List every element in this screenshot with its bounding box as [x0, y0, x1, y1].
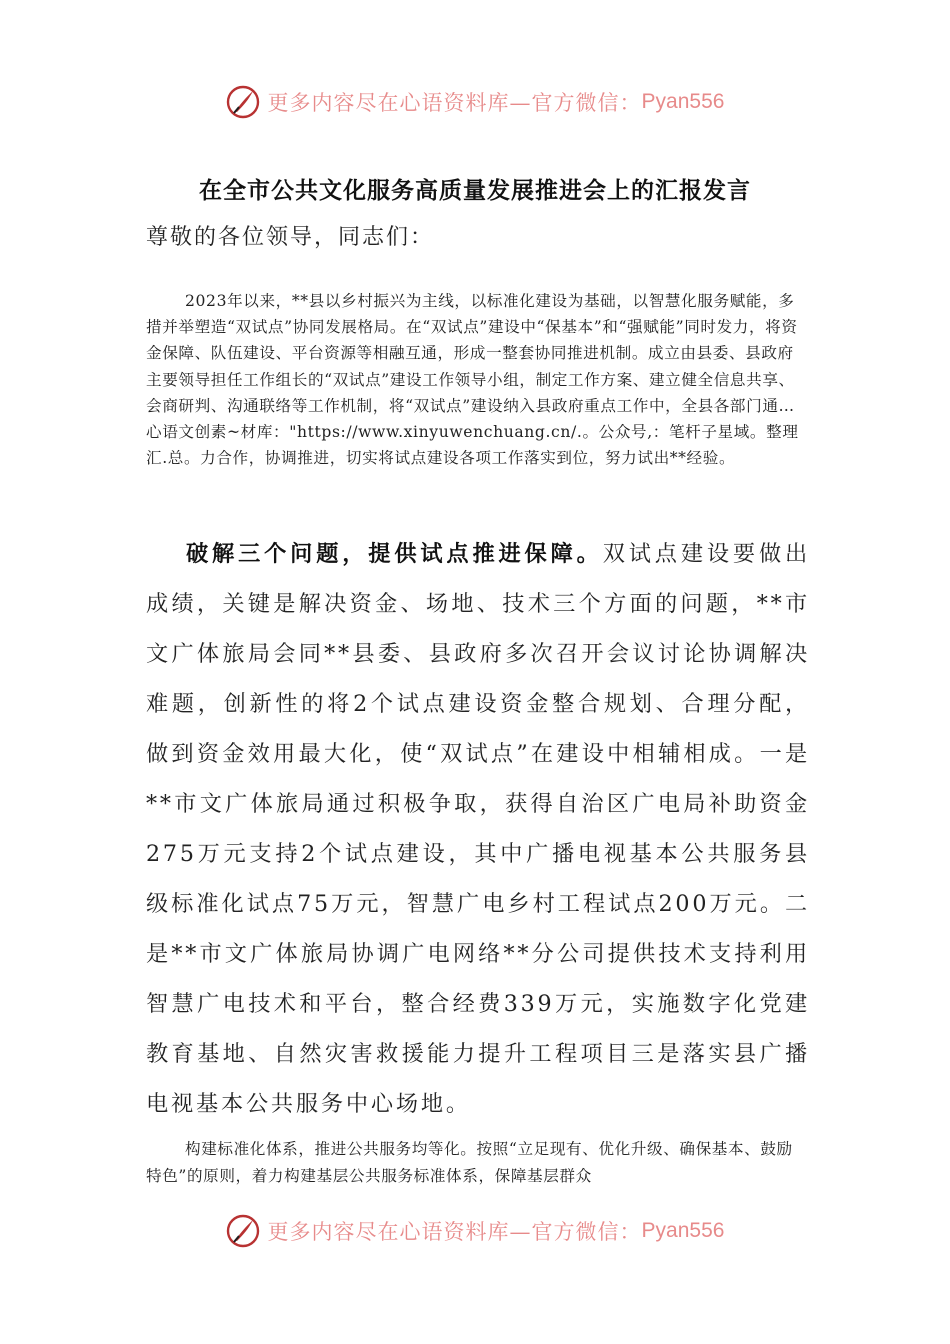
paragraph-funding — [146, 529, 810, 1129]
page-title: 在全市公共文化服务高质量发展推进会上的汇报发言 — [199, 177, 751, 204]
watermark-header — [0, 82, 950, 122]
watermark-text: 更多内容尽在心语资料库—官方微信： — [267, 1220, 642, 1244]
watermark-account: Pyan556 — [641, 90, 725, 113]
paragraph-standardization: 构建标准化体系，推进公共服务均等化。按照“立足现有、优化升级、确保基本、鼓励特色”的原则，着力构建基层公共服务标准体系，保障基层群众 — [146, 1140, 793, 1185]
greeting: 尊敬的各位领导，同志们： — [146, 225, 435, 250]
paragraph-intro: 2023年以来，**县以乡村振兴为主线，以标准化建设为基础，以智慧化服务赋能，多措并举塑造“双试点”协同发展格局。在“双试点”建设中“保基本”和“强赋能”同时发力，将资金保障、队伍建设、平台资源等相融互通，形成一整套协同推进机制。成立由县委、县政府主要领导担任工作组长的“双试点”建设工作领导小组，制定工作方案、建立健全信息共享、会商研判、沟通联络等工作机制，将“双试点”建设纳入县政府重点工作中，全县各部门通…心语文创素~材库："https://www.xinyuwenchuang.cn/.。公众号,：笔杆子星域。整理汇.总。力合作，协调推进，切实将试点建设各项工作落实到位，努力试出**经验。 — [146, 292, 799, 468]
paragraph-funding-body: 双试点建设要做出成绩，关键是解决资金、场地、技术三个方面的问题，**市文广体旅局会同**县委、县政府多次召开会议讨论协调解决难题，创新性的将2个试点建设资金整合规划、合理分配，做到资金效用最大化，使“双试点”在建设中相辅相成。一是**市文广体旅局通过积极争取，获得自治区广电局补助资金275万元支持2个试点建设，其中广播电视基本公共服务县级标准化试点75万元，智慧广电乡村工程试点200万元。二是**市文广体旅局协调广电网络**分公司提供技术支持利用智慧广电技术和平台，整合经费339万元，实施数字化党建教育基地、自然灾害救援能力提升工程项目三是落实县广播电视基本公共服务中心场地。 — [146, 541, 810, 1117]
watermark-footer — [0, 1211, 950, 1251]
quill-logo-icon — [226, 1214, 260, 1248]
quill-logo-icon — [226, 85, 260, 119]
paragraph-funding-heading: 破解三个问题，提供试点推进保障。 — [186, 541, 603, 567]
watermark-account: Pyan556 — [641, 1219, 725, 1242]
watermark-text: 更多内容尽在心语资料库—官方微信： — [267, 91, 642, 115]
